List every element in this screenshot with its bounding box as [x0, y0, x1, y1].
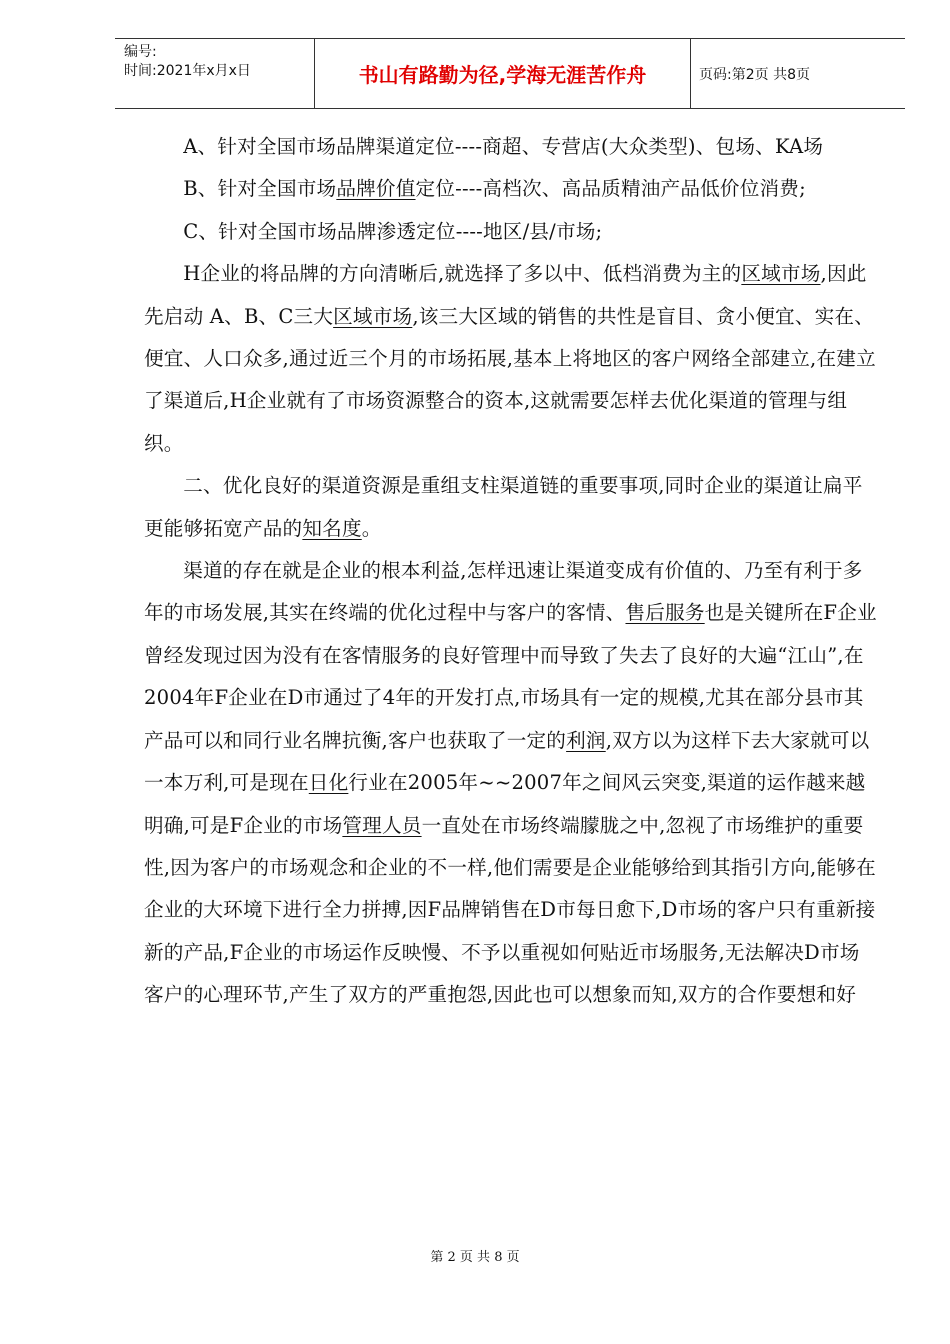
underlined-term: 品牌价值: [336, 177, 416, 201]
header-meta: [115, 39, 315, 108]
paragraph: [144, 126, 878, 168]
underlined-term: 区域市场: [741, 262, 821, 286]
paragraph-text: 行业在2005年~~2007年之间风云突变,渠道的运作越来越明确,可是F企业的市场: [144, 771, 866, 837]
paragraph-text: 也是关键所在F企业曾经发现过因为没有在客情服务的良好管理中而导致了失去了良好的大遍“江山”,在2004年F企业在D市通过了4年的开发打点,市场具有一定的规模,尤其在部分县市其产品可以和同行业名牌抗衡,客户也获取了一定的: [144, 601, 877, 752]
paragraph: [144, 168, 878, 210]
page-header: [115, 38, 905, 109]
time-label: 时间:2021年x月x日: [124, 63, 251, 79]
paragraph-text: B、针对全国市场: [183, 177, 337, 201]
paragraph: [144, 253, 878, 465]
underlined-term: 知名度: [302, 516, 362, 540]
underlined-term: 日化: [308, 771, 349, 795]
number-label: 编号:: [124, 44, 157, 60]
paragraph-text: 定位----高档次、高品质精油产品低价位消费;: [415, 177, 806, 201]
paragraph-text: 二、优化良好的渠道资源是重组支柱渠道链的重要事项,同时企业的渠道让扁平更能够拓宽产品的: [144, 474, 863, 540]
paragraph: [144, 465, 878, 550]
underlined-term: 管理人员: [342, 813, 422, 837]
paragraph-text: 渠道的存在就是企业的根本利益,怎样迅速让渠道变成有价值的、乃至有利于多年的市场发展,其实在终端的优化过程中与客户的客情、: [144, 559, 863, 625]
paragraph-text: ,该三大区域的销售的共性是盲目、贪小便宜、实在、便宜、人口众多,通过近三个月的市场拓展,基本上将地区的客户网络全部建立,在建立了渠道后,H企业就有了市场资源整合的资本,这就需要怎样去优化渠道的管理与组织。: [144, 304, 876, 455]
paragraph-text: 。: [361, 516, 382, 540]
paragraph-text: ,双方以为这样下去大家就可以一本万利,可是现在: [144, 728, 870, 795]
paragraph-text: A、针对全国市场品牌渠道定位----商超、专营店(大众类型)、包场、KA场: [183, 135, 824, 158]
paragraph-text: 一直处在市场终端朦胧之中,忽视了市场维护的重要性,因为客户的市场观念和企业的不一样,他们需要是企业能够给到其指引方向,能够在企业的大环境下进行全力拼搏,因F品牌销售在D市每日愈下,D市场的客户只有重新接新的产品,F企业的市场运作反映慢、不予以重视如何贴近市场服务,无法解决D市场客户的心理环节,产生了双方的严重抱怨,因此也可以想象而知,双方的合作要想和好: [144, 813, 876, 1007]
paragraph-text: H企业的将品牌的方向清晰后,就选择了多以中、低档消费为主的: [183, 262, 742, 286]
page-footer: 第 2 页 共 8 页: [430, 1250, 520, 1265]
header-motto: 书山有路勤为径,学海无涯苦作舟: [315, 39, 691, 108]
underlined-term: 区域市场: [333, 304, 413, 328]
paragraph: [144, 211, 878, 253]
underlined-term: 售后服务: [625, 601, 705, 625]
header-page-info: 页码:第2页 共8页: [699, 66, 810, 83]
paragraph-text: C、针对全国市场品牌渗透定位----地区/县/市场;: [183, 219, 603, 243]
document-body: [144, 126, 878, 1017]
paragraph-text: ,因此先启动 A、B、C三大: [144, 262, 867, 328]
underlined-term: 利润: [566, 728, 606, 752]
paragraph: [144, 550, 878, 1016]
